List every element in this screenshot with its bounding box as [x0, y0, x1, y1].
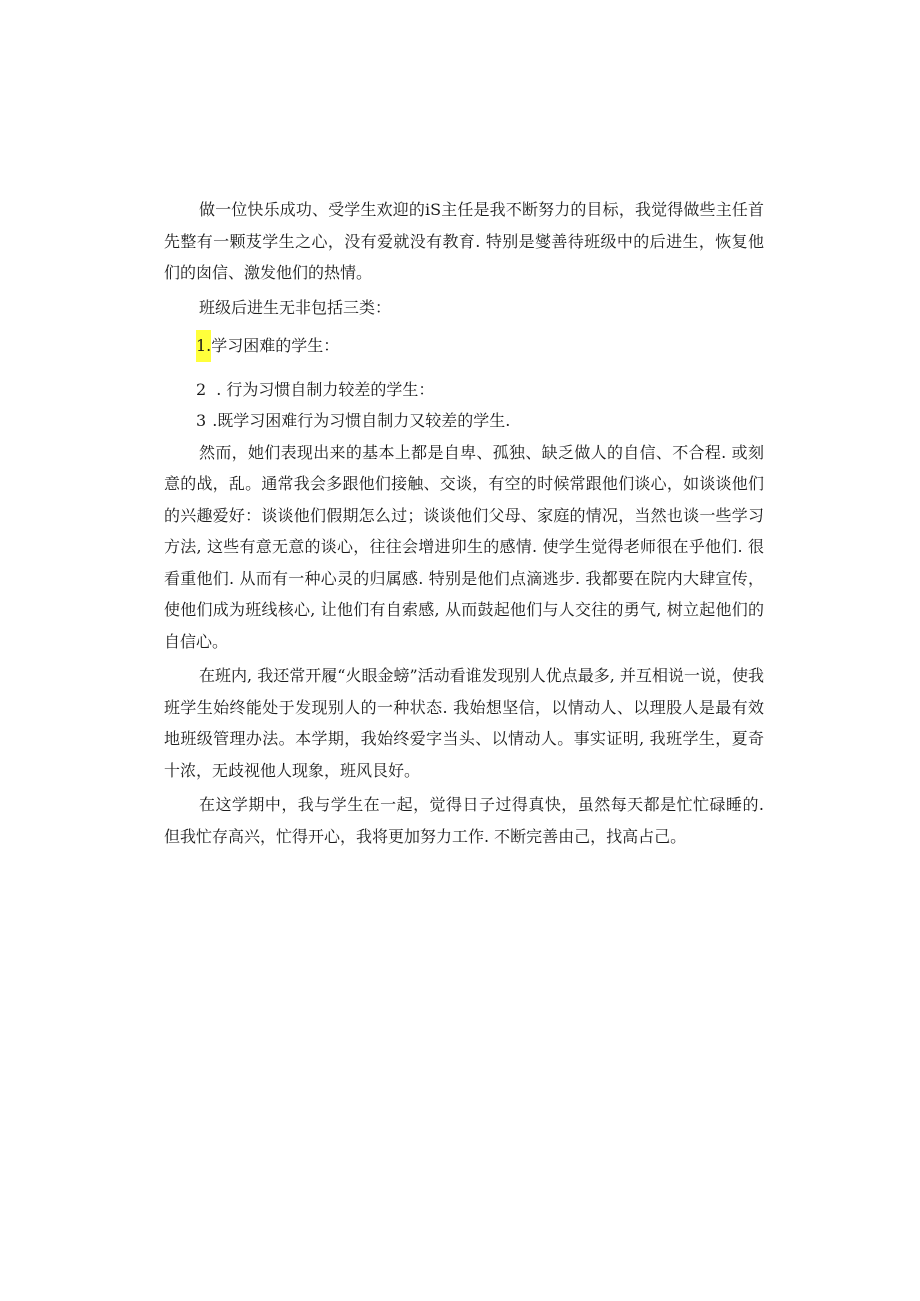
paragraph-activity: 在班内, 我还常开履“火眼金螃”活动看谁发现别人优点最多, 并互相说一说，使我班学生始终能处于发现别人的一种状态. 我始想坚信，以情动人、以理股人是最有效地班级管理办法。本学期，我始终爱字当头、以情动人。事实证明, 我班学生，夏奇十浓，无歧视他人现象，班风艮好。 — [164, 666, 764, 780]
list-number: 2 — [196, 379, 207, 399]
list-item-2 — [164, 374, 764, 406]
paragraph-conclusion: 在这学期中，我与学生在一起，觉得日子过得真快，虽然每天都是忙忙碌睡的. 但我忙存高兴，忙得开心，我将更加努力工作. 不断完善由己，找高占己。 — [164, 795, 764, 846]
list-item-text: . 行为习惯自制力较差的学生： — [216, 379, 435, 399]
paragraph-categories-lead: 班级后进生无非包括三类： — [199, 297, 392, 317]
paragraph-intro: 做一位快乐成功、受学生欢迎的iS主任是我不断努力的目标，我觉得做些主任首先整有一颗芨学生之心，没有爱就没有教育. 特别是燮善待班级中的后进生，恢复他们的囱信、激发他们的热情。 — [164, 200, 764, 282]
list-item-1 — [164, 330, 764, 362]
list-item-text: 学习困难的学生： — [211, 336, 340, 355]
paragraph-communication: 然而，她们表现出来的基本上都是自卑、孤独、缺乏做人的自信、不合程. 或刻意的战，乱。通常我会多跟他们接触、交谈，有空的时候常跟他们谈心，如谈谈他们的兴趣爱好：谈谈他们假期怎么过；谈谈他们父母、家庭的情况，当然也谈一些学习方法, 这些有意无意的谈心，往往会增进卯生的感情. 使学生觉得老师很在乎他们. 很看重他们. 从而有一种心灵的归属感. 特别是他们点滴逃步. 我都要在院内大肆宣传，使他们成为班线核心, 让他们有自索感, 从而鼓起他们与人交往的勇气, 树立起他们的自信心。 — [164, 442, 764, 651]
list-number: 3 — [196, 411, 207, 430]
list-item-3 — [164, 405, 764, 437]
document-body — [164, 194, 764, 852]
list-number-highlighted: 1. — [196, 330, 211, 362]
list-item-text: .既学习困难行为习惯自制力又较差的学生. — [212, 411, 511, 430]
